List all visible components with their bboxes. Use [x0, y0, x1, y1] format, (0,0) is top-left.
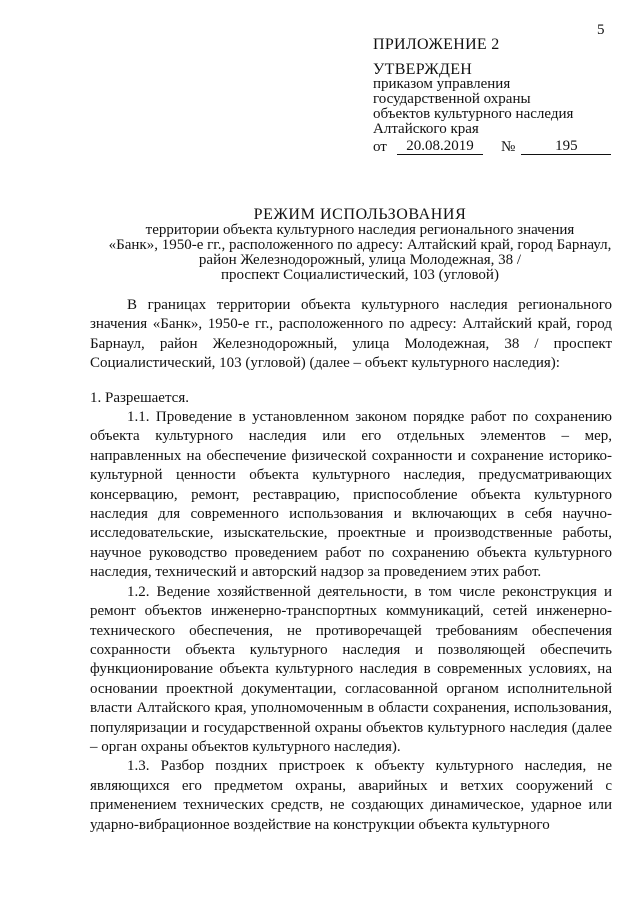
section-heading: 1. Разрешается. [90, 389, 189, 406]
from-label: от [373, 139, 387, 155]
date-number-line [373, 139, 623, 155]
approval-line: Алтайского края [373, 121, 479, 137]
approval-line: объектов культурного наследия [373, 106, 574, 122]
title-line: проспект Социалистический, 103 (угловой) [221, 267, 499, 283]
approval-line: государственной охраны [373, 91, 531, 107]
intro-paragraph: В границах территории объекта культурного наследия регионального значения «Банк», 1950-е гг., расположенного по адресу: Алтайский край, город Барнаул, район Железнодорожный, улица Молодежная, 38 / проспект Социалистический, 103 (угловой) (далее – объект культурного наследия): [90, 297, 612, 372]
page-number: 5 [597, 22, 605, 38]
title-main: РЕЖИМ ИСПОЛЬЗОВАНИЯ [253, 206, 467, 223]
title-line: район Железнодорожный, улица Молодежная, 38 / [198, 252, 522, 268]
approval-block [373, 37, 623, 155]
approved-label: УТВЕРЖДЕН [373, 61, 473, 78]
title-line: территории объекта культурного наследия регионального значения [145, 222, 575, 238]
title-line: «Банк», 1950-е гг., расположенного по адресу: Алтайский край, город Барнаул, [108, 237, 612, 253]
appendix-label: ПРИЛОЖЕНИЕ 2 [373, 36, 500, 53]
order-date: 20.08.2019 [397, 139, 483, 155]
document-title [80, 207, 640, 283]
clause-1-1: 1.1. Проведение в установленном законом порядке работ по сохранению объекта культурного наследия или его отдельных элементов – мер, направленных на обеспечение физической сохранности и сохранение историко-культурной ценности объекта культурного наследия, предусматривающих консервацию, ремонт, реставрацию, приспособление объекта культурного наследия для современного использования и включающих в себя научно-исследовательские, изыскательские, проектные и производственные работы, научное руководство проведением работ по сохранению объекта культурного наследия, технический и авторский надзор за проведением этих работ. [90, 409, 612, 581]
approval-line: приказом управления [373, 76, 511, 92]
clause-1-2: 1.2. Ведение хозяйственной деятельности, в том числе реконструкция и ремонт объектов инженерно-транспортных коммуникаций, сетей инженерно-технического обеспечения, не противоречащей требованиям обеспечения сохранности объекта культурного наследия и позволяющей обеспечить функционирование объекта культурного наследия в современных условиях, на основании проектной документации, согласованной органом исполнительной власти Алтайского края, уполномоченным в области сохранения, использования, популяризации и государственной охраны объектов культурного наследия (далее – орган охраны объектов культурного наследия). [90, 583, 612, 755]
document-body [90, 296, 612, 835]
clause-1-3: 1.3. Разбор поздних пристроек к объекту культурного наследия, не являющихся его предметом охраны, аварийных и ветхих сооружений с применением технических средств, не создающих динамическое, ударное или ударно-вибрационное воздействие на конструкции объекта культурного [90, 758, 612, 833]
number-label: № [501, 139, 516, 155]
order-number: 195 [521, 139, 611, 155]
